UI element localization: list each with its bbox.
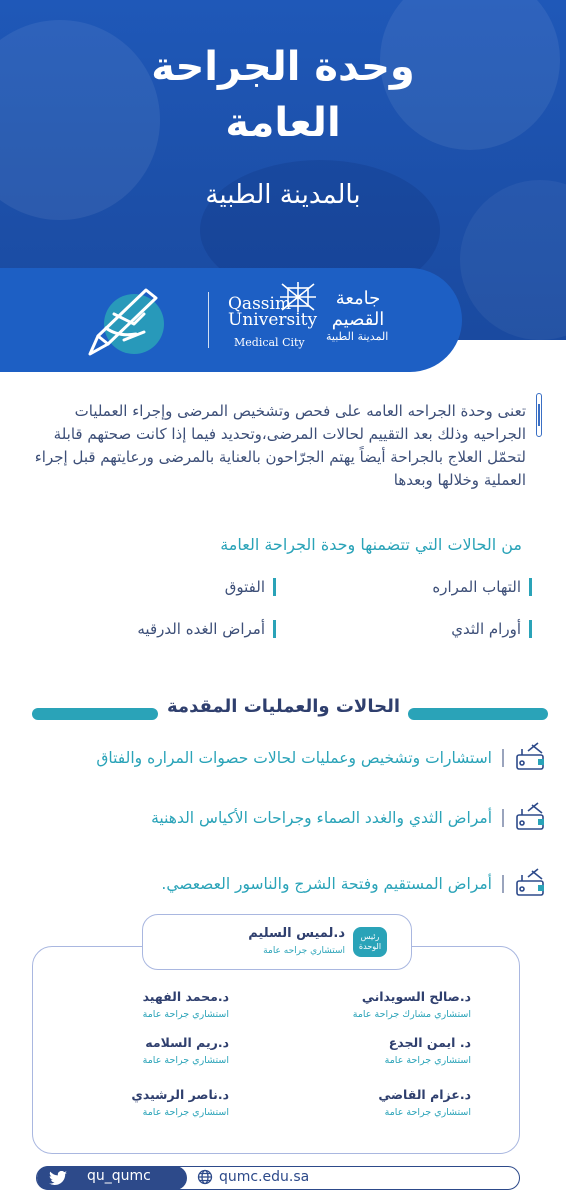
university-name-ar: جامعة القصيم (331, 288, 385, 330)
medical-monitor-icon (514, 741, 548, 775)
doctor-name: د.ريم السلامه (145, 1035, 229, 1050)
procedure-text: استشارات وتشخيص وعمليات لحالات حصوات المراره والفتاق (96, 749, 492, 767)
procedure-text: أمراض المستقيم وفتحة الشرج والناسور العصعصي. (161, 875, 492, 893)
doctor-title: استشاري جراحة عامة (384, 1055, 471, 1066)
doctor-card (143, 989, 229, 1020)
hero-title-line1: وحدة الجراحة (151, 44, 415, 90)
unit-head-name: د.لميس السليم (248, 926, 345, 941)
university-name-en: Qassim University (228, 294, 318, 330)
doctors-panel (32, 946, 520, 1154)
hero-title-line3: بالمدينة الطبية (205, 180, 361, 210)
twitter-handle: qu_qumc (87, 1167, 151, 1184)
logo-bar (0, 268, 462, 372)
doctor-name: د.عزام القاضي (378, 1087, 471, 1102)
condition-item: أورام الثدي (451, 620, 532, 638)
medical-monitor-icon (514, 801, 548, 835)
procedure-item (30, 738, 548, 778)
twitter-icon (49, 1171, 67, 1185)
logo-separator (208, 292, 209, 348)
medical-city-ar: المدينة الطبية (326, 330, 389, 343)
unit-head-badge: رئيس الوحدة (353, 927, 387, 957)
unit-head-title: استشاري جراحه عامة (263, 946, 345, 956)
section-divider-right (408, 708, 548, 720)
doctor-title: استشاري مشارك جراحة عامة (352, 1009, 471, 1020)
doctor-name: د.ناصر الرشيدي (131, 1087, 229, 1102)
procedure-item (30, 864, 548, 904)
twitter-link[interactable] (37, 1166, 187, 1190)
university-emblem-icon (280, 282, 316, 312)
intro-paragraph: تعنى وحدة الجراحه العامه على فحص وتشخيص المرضى وإجراء العمليات الجراحيه وذلك بعد التقييم لحالات المرضى،وتحديد فيما إذا كانت صحتهم قابلة لتحمّل العلاج بالجراحة أيضاً يهتم الجرّاحون بالعناية بالمرضى ورعايتهم قبل إجراء العملية وخلالها وبعدها (34, 402, 526, 489)
doctor-title: استشاري جراحة عامة (384, 1107, 471, 1118)
surgery-scalpel-icon (84, 284, 170, 360)
doctor-card (385, 1035, 471, 1066)
unit-head-card (142, 914, 412, 970)
website-url: qumc.edu.sa (219, 1169, 310, 1185)
doctor-name: د.صالح السويداني (361, 989, 471, 1004)
conditions-title: من الحالات التي تتضمنها وحدة الجراحة العامة (220, 535, 522, 554)
doctor-card (378, 1087, 471, 1118)
medical-monitor-icon (514, 867, 548, 901)
intro-marker (536, 393, 542, 437)
doctor-title: استشاري جراحة عامة (142, 1009, 229, 1020)
doctor-card (353, 989, 471, 1020)
condition-item: التهاب المراره (432, 578, 532, 596)
doctor-title: استشاري جراحة عامة (142, 1107, 229, 1118)
website-link[interactable] (197, 1169, 309, 1185)
section-divider-left (32, 708, 158, 720)
procedures-title: الحالات والعمليات المقدمة (161, 696, 406, 717)
doctor-title: استشاري جراحة عامة (142, 1055, 229, 1066)
doctor-name: د. ايمن الجدع (388, 1035, 471, 1050)
doctor-card (131, 1087, 229, 1118)
medical-city-en: Medical City (234, 336, 305, 349)
procedure-item (30, 798, 548, 838)
condition-item: أمراض الغده الدرقيه (137, 620, 276, 638)
procedure-text: أمراض الثدي والغدد الصماء وجراحات الأكياس الدهنية (151, 809, 492, 827)
doctor-name: د.محمد الفهيد (142, 989, 229, 1004)
footer-contact-bar (36, 1166, 520, 1190)
doctor-card (143, 1035, 229, 1066)
condition-item: الفتوق (225, 578, 276, 596)
hero-title-line2: العامة (225, 100, 341, 146)
globe-icon (197, 1169, 213, 1185)
